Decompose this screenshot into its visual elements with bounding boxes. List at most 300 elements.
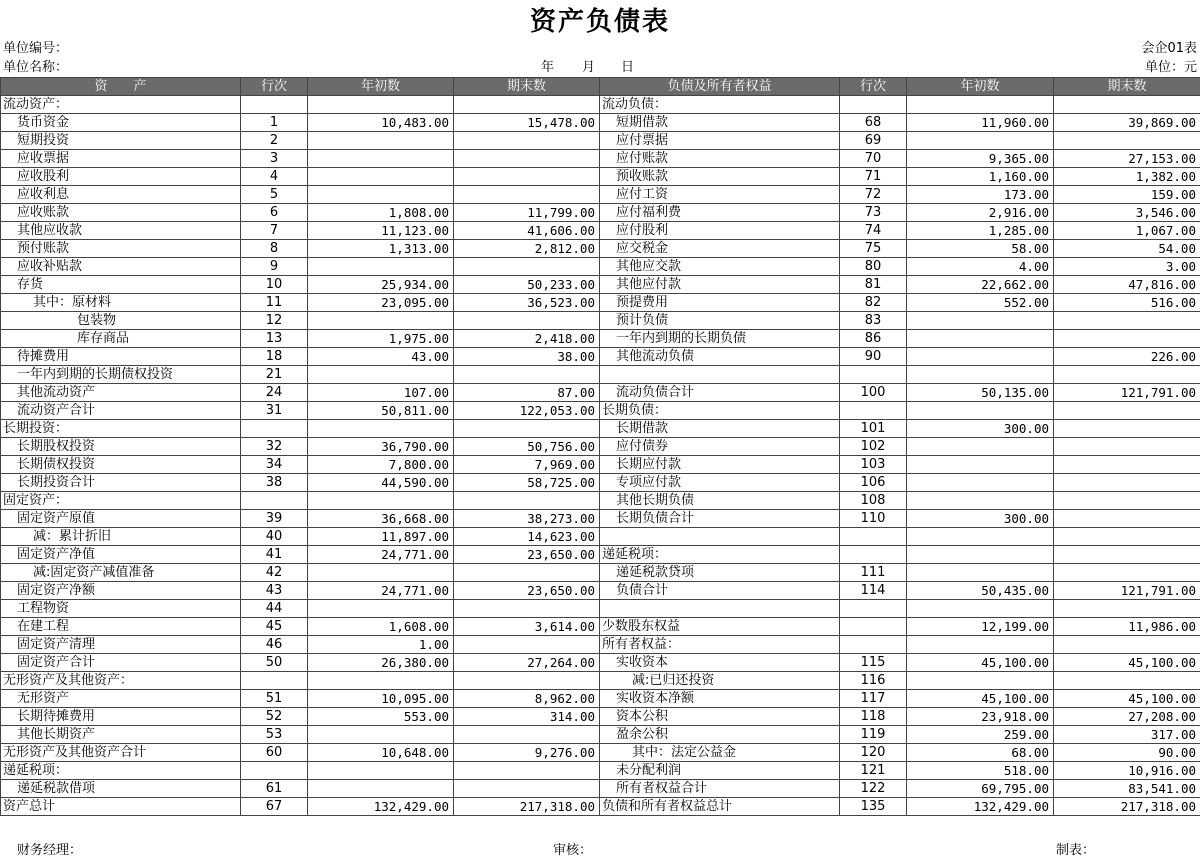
liability-ending-value: 45,100.00 bbox=[1054, 690, 1200, 708]
asset-ending-value bbox=[454, 150, 600, 168]
asset-line-no: 6 bbox=[241, 204, 308, 222]
liability-ending-value: 159.00 bbox=[1054, 186, 1200, 204]
liability-ending-value: 83,541.00 bbox=[1054, 780, 1200, 798]
liability-name: 递延税项： bbox=[600, 546, 840, 564]
table-row bbox=[1, 798, 1200, 816]
asset-ending-value: 38.00 bbox=[454, 348, 600, 366]
liability-ending-value bbox=[1054, 636, 1200, 654]
asset-beginning-value: 23,095.00 bbox=[308, 294, 454, 312]
liability-name: 其他应交款 bbox=[600, 258, 840, 276]
asset-beginning-value bbox=[308, 564, 454, 582]
asset-ending-value bbox=[454, 492, 600, 510]
liability-name: 所有者权益： bbox=[600, 636, 840, 654]
asset-name: 流动资产合计 bbox=[1, 402, 241, 420]
asset-line-no: 52 bbox=[241, 708, 308, 726]
asset-name: 递延税款借项 bbox=[1, 780, 241, 798]
asset-ending-value bbox=[454, 672, 600, 690]
asset-name: 应收股利 bbox=[1, 168, 241, 186]
asset-name: 递延税项： bbox=[1, 762, 241, 780]
liability-name: 流动负债合计 bbox=[600, 384, 840, 402]
asset-ending-value: 27,264.00 bbox=[454, 654, 600, 672]
liability-line-no: 118 bbox=[840, 708, 907, 726]
asset-name: 长期待摊费用 bbox=[1, 708, 241, 726]
asset-name: 其中：原材料 bbox=[1, 294, 241, 312]
asset-line-no: 53 bbox=[241, 726, 308, 744]
liability-name: 负债和所有者权益总计 bbox=[600, 798, 840, 816]
liability-ending-value bbox=[1054, 402, 1200, 420]
asset-line-no: 67 bbox=[241, 798, 308, 816]
asset-beginning-value bbox=[308, 672, 454, 690]
liability-beginning-value: 4.00 bbox=[907, 258, 1054, 276]
asset-name: 减:固定资产减值准备 bbox=[1, 564, 241, 582]
asset-beginning-value bbox=[308, 312, 454, 330]
asset-ending-value: 23,650.00 bbox=[454, 582, 600, 600]
table-row bbox=[1, 168, 1200, 186]
liability-beginning-value: 69,795.00 bbox=[907, 780, 1054, 798]
asset-ending-value: 15,478.00 bbox=[454, 114, 600, 132]
liability-name: 其他长期负债 bbox=[600, 492, 840, 510]
asset-line-no: 61 bbox=[241, 780, 308, 798]
asset-line-no: 12 bbox=[241, 312, 308, 330]
asset-ending-value: 50,756.00 bbox=[454, 438, 600, 456]
asset-line-no bbox=[241, 96, 308, 114]
liability-beginning-value: 45,100.00 bbox=[907, 654, 1054, 672]
asset-line-no: 51 bbox=[241, 690, 308, 708]
asset-beginning-value: 43.00 bbox=[308, 348, 454, 366]
asset-name: 长期债权投资 bbox=[1, 456, 241, 474]
asset-name: 短期投资 bbox=[1, 132, 241, 150]
asset-ending-value: 14,623.00 bbox=[454, 528, 600, 546]
liability-beginning-value: 518.00 bbox=[907, 762, 1054, 780]
liability-beginning-value: 68.00 bbox=[907, 744, 1054, 762]
liability-beginning-value: 50,435.00 bbox=[907, 582, 1054, 600]
table-row bbox=[1, 204, 1200, 222]
liability-ending-value: 1,067.00 bbox=[1054, 222, 1200, 240]
asset-ending-value: 3,614.00 bbox=[454, 618, 600, 636]
liability-line-no: 75 bbox=[840, 240, 907, 258]
liability-beginning-value bbox=[907, 456, 1054, 474]
liability-beginning-value bbox=[907, 132, 1054, 150]
table-row bbox=[1, 402, 1200, 420]
asset-ending-value: 314.00 bbox=[454, 708, 600, 726]
liability-line-no: 115 bbox=[840, 654, 907, 672]
asset-beginning-value: 11,897.00 bbox=[308, 528, 454, 546]
liability-ending-value: 45,100.00 bbox=[1054, 654, 1200, 672]
asset-line-no: 24 bbox=[241, 384, 308, 402]
asset-name: 固定资产： bbox=[1, 492, 241, 510]
liability-ending-value bbox=[1054, 474, 1200, 492]
liability-ending-value: 217,318.00 bbox=[1054, 798, 1200, 816]
liability-beginning-value: 11,960.00 bbox=[907, 114, 1054, 132]
liability-line-no: 108 bbox=[840, 492, 907, 510]
asset-line-no: 43 bbox=[241, 582, 308, 600]
liability-ending-value bbox=[1054, 600, 1200, 618]
liability-ending-value: 90.00 bbox=[1054, 744, 1200, 762]
liability-beginning-value: 22,662.00 bbox=[907, 276, 1054, 294]
asset-line-no: 32 bbox=[241, 438, 308, 456]
asset-beginning-value: 10,648.00 bbox=[308, 744, 454, 762]
liability-line-no bbox=[840, 528, 907, 546]
liability-line-no: 83 bbox=[840, 312, 907, 330]
liability-line-no bbox=[840, 636, 907, 654]
liability-name: 长期负债合计 bbox=[600, 510, 840, 528]
liability-name: 应付股利 bbox=[600, 222, 840, 240]
asset-ending-value: 58,725.00 bbox=[454, 474, 600, 492]
asset-line-no: 13 bbox=[241, 330, 308, 348]
asset-beginning-value bbox=[308, 168, 454, 186]
asset-ending-value: 9,276.00 bbox=[454, 744, 600, 762]
asset-name: 包装物 bbox=[1, 312, 241, 330]
liability-ending-value bbox=[1054, 312, 1200, 330]
table-row bbox=[1, 582, 1200, 600]
table-row bbox=[1, 294, 1200, 312]
liability-line-no: 102 bbox=[840, 438, 907, 456]
report-title: 资产负债表 bbox=[529, 7, 670, 37]
liability-name: 所有者权益合计 bbox=[600, 780, 840, 798]
liability-beginning-value: 2,916.00 bbox=[907, 204, 1054, 222]
unit-code-label: 单位编号： bbox=[3, 41, 69, 56]
liability-beginning-value: 552.00 bbox=[907, 294, 1054, 312]
liability-ending-value: 226.00 bbox=[1054, 348, 1200, 366]
liability-line-no: 120 bbox=[840, 744, 907, 762]
asset-name: 待摊费用 bbox=[1, 348, 241, 366]
asset-beginning-value bbox=[308, 132, 454, 150]
asset-beginning-value: 36,790.00 bbox=[308, 438, 454, 456]
liability-beginning-value bbox=[907, 96, 1054, 114]
asset-beginning-value: 50,811.00 bbox=[308, 402, 454, 420]
asset-name: 固定资产合计 bbox=[1, 654, 241, 672]
asset-beginning-value bbox=[308, 492, 454, 510]
liability-line-no: 103 bbox=[840, 456, 907, 474]
liability-beginning-value: 1,160.00 bbox=[907, 168, 1054, 186]
table-row bbox=[1, 726, 1200, 744]
liability-beginning-value bbox=[907, 438, 1054, 456]
asset-beginning-value: 1,313.00 bbox=[308, 240, 454, 258]
liability-beginning-value: 300.00 bbox=[907, 510, 1054, 528]
liability-line-no bbox=[840, 402, 907, 420]
asset-line-no: 46 bbox=[241, 636, 308, 654]
asset-ending-value bbox=[454, 726, 600, 744]
liability-ending-value: 121,791.00 bbox=[1054, 582, 1200, 600]
liability-name bbox=[600, 366, 840, 384]
asset-beginning-value: 10,483.00 bbox=[308, 114, 454, 132]
liability-line-no: 90 bbox=[840, 348, 907, 366]
table-row bbox=[1, 222, 1200, 240]
liability-ending-value: 54.00 bbox=[1054, 240, 1200, 258]
table-row bbox=[1, 510, 1200, 528]
liability-line-no: 135 bbox=[840, 798, 907, 816]
asset-ending-value bbox=[454, 762, 600, 780]
liability-beginning-value: 50,135.00 bbox=[907, 384, 1054, 402]
liability-ending-value bbox=[1054, 132, 1200, 150]
asset-ending-value: 7,969.00 bbox=[454, 456, 600, 474]
liability-line-no: 110 bbox=[840, 510, 907, 528]
asset-beginning-value: 132,429.00 bbox=[308, 798, 454, 816]
table-row bbox=[1, 132, 1200, 150]
asset-name: 工程物资 bbox=[1, 600, 241, 618]
asset-beginning-value: 1,975.00 bbox=[308, 330, 454, 348]
table-row bbox=[1, 366, 1200, 384]
liability-name: 其他流动负债 bbox=[600, 348, 840, 366]
liability-name: 应付福利费 bbox=[600, 204, 840, 222]
table-header-row bbox=[1, 78, 1200, 96]
asset-line-no: 39 bbox=[241, 510, 308, 528]
liability-beginning-value bbox=[907, 312, 1054, 330]
liability-ending-value: 10,916.00 bbox=[1054, 762, 1200, 780]
asset-beginning-value bbox=[308, 96, 454, 114]
asset-name: 其他应收款 bbox=[1, 222, 241, 240]
table-row bbox=[1, 114, 1200, 132]
liability-beginning-value bbox=[907, 402, 1054, 420]
asset-beginning-value: 25,934.00 bbox=[308, 276, 454, 294]
asset-line-no: 44 bbox=[241, 600, 308, 618]
balance-sheet-table bbox=[0, 77, 1200, 816]
liability-name: 实收资本净额 bbox=[600, 690, 840, 708]
liability-ending-value bbox=[1054, 546, 1200, 564]
liability-line-no bbox=[840, 96, 907, 114]
liability-ending-value: 3,546.00 bbox=[1054, 204, 1200, 222]
liability-line-no bbox=[840, 600, 907, 618]
asset-name: 货币资金 bbox=[1, 114, 241, 132]
table-row bbox=[1, 528, 1200, 546]
asset-ending-value: 41,606.00 bbox=[454, 222, 600, 240]
asset-ending-value bbox=[454, 132, 600, 150]
liability-name: 长期负债： bbox=[600, 402, 840, 420]
table-row bbox=[1, 330, 1200, 348]
asset-line-no: 45 bbox=[241, 618, 308, 636]
liability-name: 应付票据 bbox=[600, 132, 840, 150]
liability-beginning-value: 23,918.00 bbox=[907, 708, 1054, 726]
liability-line-no: 114 bbox=[840, 582, 907, 600]
asset-name: 其他流动资产 bbox=[1, 384, 241, 402]
asset-line-no: 18 bbox=[241, 348, 308, 366]
table-row bbox=[1, 636, 1200, 654]
asset-ending-value: 217,318.00 bbox=[454, 798, 600, 816]
asset-ending-value bbox=[454, 636, 600, 654]
asset-line-no: 4 bbox=[241, 168, 308, 186]
liability-name bbox=[600, 600, 840, 618]
date-day-label: 日 bbox=[621, 60, 635, 75]
asset-line-no bbox=[241, 420, 308, 438]
liability-name: 预收账款 bbox=[600, 168, 840, 186]
asset-ending-value bbox=[454, 168, 600, 186]
preparer-label: 制表： bbox=[1056, 843, 1096, 858]
unit-name-label: 单位名称： bbox=[3, 60, 69, 75]
liability-name: 减:已归还投资 bbox=[600, 672, 840, 690]
liability-line-no: 111 bbox=[840, 564, 907, 582]
liability-line-no: 74 bbox=[840, 222, 907, 240]
asset-name: 应收票据 bbox=[1, 150, 241, 168]
asset-name: 长期股权投资 bbox=[1, 438, 241, 456]
liability-name: 应交税金 bbox=[600, 240, 840, 258]
liability-ending-value bbox=[1054, 528, 1200, 546]
asset-line-no: 60 bbox=[241, 744, 308, 762]
liability-ending-value bbox=[1054, 438, 1200, 456]
asset-beginning-value bbox=[308, 186, 454, 204]
liability-beginning-value bbox=[907, 672, 1054, 690]
asset-ending-value bbox=[454, 258, 600, 276]
asset-ending-value: 11,799.00 bbox=[454, 204, 600, 222]
liability-name: 一年内到期的长期负债 bbox=[600, 330, 840, 348]
liability-line-no: 117 bbox=[840, 690, 907, 708]
asset-name: 固定资产清理 bbox=[1, 636, 241, 654]
liability-ending-value: 121,791.00 bbox=[1054, 384, 1200, 402]
liability-name: 资本公积 bbox=[600, 708, 840, 726]
asset-beginning-value: 1,608.00 bbox=[308, 618, 454, 636]
asset-name: 长期投资合计 bbox=[1, 474, 241, 492]
date-month-label: 月 bbox=[582, 60, 596, 75]
table-row bbox=[1, 240, 1200, 258]
header-asset-ending: 期末数 bbox=[454, 78, 600, 96]
liability-line-no: 81 bbox=[840, 276, 907, 294]
asset-ending-value bbox=[454, 420, 600, 438]
liability-ending-value: 516.00 bbox=[1054, 294, 1200, 312]
asset-name: 应收账款 bbox=[1, 204, 241, 222]
table-row bbox=[1, 492, 1200, 510]
asset-beginning-value: 24,771.00 bbox=[308, 546, 454, 564]
asset-line-no: 10 bbox=[241, 276, 308, 294]
asset-ending-value bbox=[454, 96, 600, 114]
asset-beginning-value: 7,800.00 bbox=[308, 456, 454, 474]
asset-line-no: 2 bbox=[241, 132, 308, 150]
liability-line-no: 80 bbox=[840, 258, 907, 276]
table-row bbox=[1, 672, 1200, 690]
table-row bbox=[1, 438, 1200, 456]
asset-beginning-value bbox=[308, 366, 454, 384]
liability-ending-value bbox=[1054, 672, 1200, 690]
asset-ending-value: 2,812.00 bbox=[454, 240, 600, 258]
asset-name: 固定资产净值 bbox=[1, 546, 241, 564]
liability-beginning-value bbox=[907, 528, 1054, 546]
table-row bbox=[1, 708, 1200, 726]
asset-name: 固定资产原值 bbox=[1, 510, 241, 528]
liability-ending-value: 317.00 bbox=[1054, 726, 1200, 744]
liability-beginning-value bbox=[907, 492, 1054, 510]
header-assets: 资 产 bbox=[1, 78, 241, 96]
asset-name: 长期投资： bbox=[1, 420, 241, 438]
asset-beginning-value bbox=[308, 258, 454, 276]
asset-line-no: 31 bbox=[241, 402, 308, 420]
table-row bbox=[1, 564, 1200, 582]
table-row bbox=[1, 618, 1200, 636]
reviewer-label: 审核： bbox=[553, 843, 593, 858]
asset-line-no: 41 bbox=[241, 546, 308, 564]
header-liab-ending: 期末数 bbox=[1054, 78, 1200, 96]
asset-line-no: 40 bbox=[241, 528, 308, 546]
header-asset-line-no: 行次 bbox=[241, 78, 308, 96]
liability-line-no: 122 bbox=[840, 780, 907, 798]
liability-beginning-value bbox=[907, 330, 1054, 348]
liability-line-no bbox=[840, 618, 907, 636]
asset-ending-value: 2,418.00 bbox=[454, 330, 600, 348]
liability-ending-value: 1,382.00 bbox=[1054, 168, 1200, 186]
liability-name: 预提费用 bbox=[600, 294, 840, 312]
asset-name: 资产总计 bbox=[1, 798, 241, 816]
liability-name: 盈余公积 bbox=[600, 726, 840, 744]
table-row bbox=[1, 348, 1200, 366]
asset-ending-value: 50,233.00 bbox=[454, 276, 600, 294]
asset-line-no: 42 bbox=[241, 564, 308, 582]
liability-ending-value bbox=[1054, 456, 1200, 474]
asset-name: 固定资产净额 bbox=[1, 582, 241, 600]
asset-line-no: 50 bbox=[241, 654, 308, 672]
asset-line-no: 11 bbox=[241, 294, 308, 312]
asset-ending-value bbox=[454, 564, 600, 582]
asset-name: 无形资产及其他资产合计 bbox=[1, 744, 241, 762]
asset-name: 在建工程 bbox=[1, 618, 241, 636]
liability-line-no: 68 bbox=[840, 114, 907, 132]
liability-line-no: 86 bbox=[840, 330, 907, 348]
liability-line-no: 100 bbox=[840, 384, 907, 402]
asset-ending-value: 23,650.00 bbox=[454, 546, 600, 564]
table-row bbox=[1, 276, 1200, 294]
asset-beginning-value bbox=[308, 600, 454, 618]
header-asset-beginning: 年初数 bbox=[308, 78, 454, 96]
liability-name: 应付债券 bbox=[600, 438, 840, 456]
liability-line-no: 82 bbox=[840, 294, 907, 312]
asset-ending-value: 38,273.00 bbox=[454, 510, 600, 528]
table-row bbox=[1, 150, 1200, 168]
liability-name: 专项应付款 bbox=[600, 474, 840, 492]
table-row bbox=[1, 474, 1200, 492]
asset-beginning-value: 553.00 bbox=[308, 708, 454, 726]
asset-name: 减：累计折旧 bbox=[1, 528, 241, 546]
asset-name: 库存商品 bbox=[1, 330, 241, 348]
liability-beginning-value bbox=[907, 564, 1054, 582]
liability-name: 应付账款 bbox=[600, 150, 840, 168]
header-liab-line-no: 行次 bbox=[840, 78, 907, 96]
table-row bbox=[1, 690, 1200, 708]
liability-name: 长期借款 bbox=[600, 420, 840, 438]
liability-line-no: 72 bbox=[840, 186, 907, 204]
form-code: 会企01表 bbox=[1141, 41, 1197, 56]
asset-ending-value bbox=[454, 600, 600, 618]
liability-name: 未分配利润 bbox=[600, 762, 840, 780]
liability-ending-value: 27,153.00 bbox=[1054, 150, 1200, 168]
asset-line-no bbox=[241, 672, 308, 690]
asset-line-no: 3 bbox=[241, 150, 308, 168]
liability-name: 应付工资 bbox=[600, 186, 840, 204]
asset-beginning-value bbox=[308, 780, 454, 798]
table-row bbox=[1, 456, 1200, 474]
liability-ending-value bbox=[1054, 330, 1200, 348]
table-row bbox=[1, 312, 1200, 330]
asset-beginning-value bbox=[308, 726, 454, 744]
asset-line-no bbox=[241, 492, 308, 510]
date-year-label: 年 bbox=[541, 60, 555, 75]
liability-ending-value bbox=[1054, 492, 1200, 510]
asset-beginning-value: 44,590.00 bbox=[308, 474, 454, 492]
liability-line-no: 70 bbox=[840, 150, 907, 168]
liability-line-no: 106 bbox=[840, 474, 907, 492]
table-body bbox=[1, 96, 1200, 816]
liability-beginning-value: 132,429.00 bbox=[907, 798, 1054, 816]
liability-name: 流动负债： bbox=[600, 96, 840, 114]
table-row bbox=[1, 186, 1200, 204]
asset-line-no: 38 bbox=[241, 474, 308, 492]
asset-beginning-value: 36,668.00 bbox=[308, 510, 454, 528]
liability-line-no: 69 bbox=[840, 132, 907, 150]
asset-name: 预付账款 bbox=[1, 240, 241, 258]
liability-beginning-value bbox=[907, 366, 1054, 384]
liability-line-no bbox=[840, 546, 907, 564]
liability-ending-value bbox=[1054, 420, 1200, 438]
liability-beginning-value: 259.00 bbox=[907, 726, 1054, 744]
asset-name: 无形资产及其他资产： bbox=[1, 672, 241, 690]
liability-ending-value: 11,986.00 bbox=[1054, 618, 1200, 636]
liability-ending-value bbox=[1054, 510, 1200, 528]
liability-beginning-value bbox=[907, 474, 1054, 492]
